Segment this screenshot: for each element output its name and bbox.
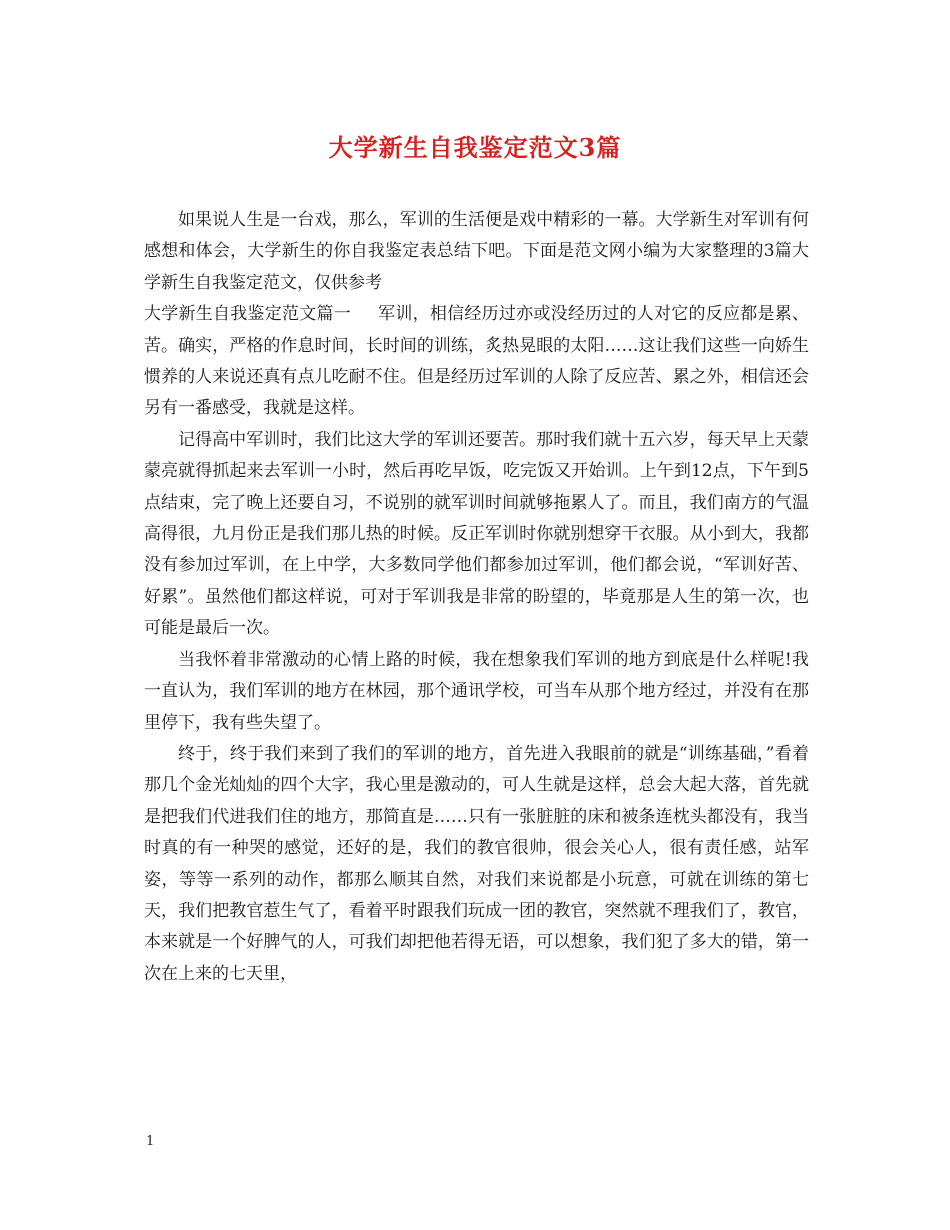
section1-heading: 大学新生自我鉴定范文篇一 <box>144 304 351 325</box>
section1-paragraph <box>144 299 809 425</box>
document-title: 大学新生自我鉴定范文3篇 <box>328 133 622 162</box>
intro-paragraph: 如果说人生是一台戏，那么，军训的生活便是戏中精彩的一幕。大学新生对军训有何感想和体会，大学新生的你自我鉴定表总结下吧。下面是范文网小编为大家整理的3篇大学新生自我鉴定范文，仅供参考 <box>144 210 809 293</box>
page-number: 1 <box>146 1134 155 1149</box>
body-paragraph: 记得高中军训时，我们比这大学的军训还要苦。那时我们就十五六岁，每天早上天蒙蒙亮就得抓起来去军训一小时，然后再吃早饭，吃完饭又开始训。上午到12点，下午到5点结束，完了晚上还要自习，不说别的就军训时间就够拖累人了。而且，我们南方的气温高得很，九月份正是我们那儿热的时候。反正军训时你就别想穿干衣服。从小到大，我都没有参加过军训，在上中学，大多数同学他们都参加过军训，他们都会说，“军训好苦、好累”。虽然他们都这样说，可对于军训我是非常的盼望的，毕竟那是人生的第一次，也可能是最后一次。 <box>144 429 809 639</box>
document-body <box>144 205 809 990</box>
section1-first-text: 军训，相信经历过亦或没经历过的人对它的反应都是累、苦。确实，严格的作息时间，长时间的训练，炙热晃眼的太阳……这让我们这些一向娇生惯养的人来说还真有点儿吃耐不住。但是经历过军训的人除了反应苦、累之外，相信还会另有一番感受，我就是这样。 <box>144 304 809 419</box>
body-paragraph: 终于，终于我们来到了我们的军训的地方，首先进入我眼前的就是“训练基础，”看着那几个金光灿灿的四个大字，我心里是激动的，可人生就是这样，总会大起大落，首先就是把我们代进我们住的地方，那简直是……只有一张脏脏的床和被条连枕头都没有，我当时真的有一种哭的感觉，还好的是，我们的教官很帅，很会关心人，很有责任感，站军姿，等等一系列的动作，都那么顺其自然，对我们来说都是小玩意，可就在训练的第七天，我们把教官惹生气了，看着平时跟我们玩成一团的教官，突然就不理我们了，教官，本来就是一个好脾气的人，可我们却把他若得无语，可以想象，我们犯了多大的错，第一次在上来的七天里， <box>144 743 809 984</box>
body-paragraph: 当我怀着非常激动的心情上路的时候，我在想象我们军训的地方到底是什么样呢!我一直认为，我们军训的地方在林园，那个通讯学校，可当车从那个地方经过，并没有在那里停下，我有些失望了。 <box>144 649 809 733</box>
